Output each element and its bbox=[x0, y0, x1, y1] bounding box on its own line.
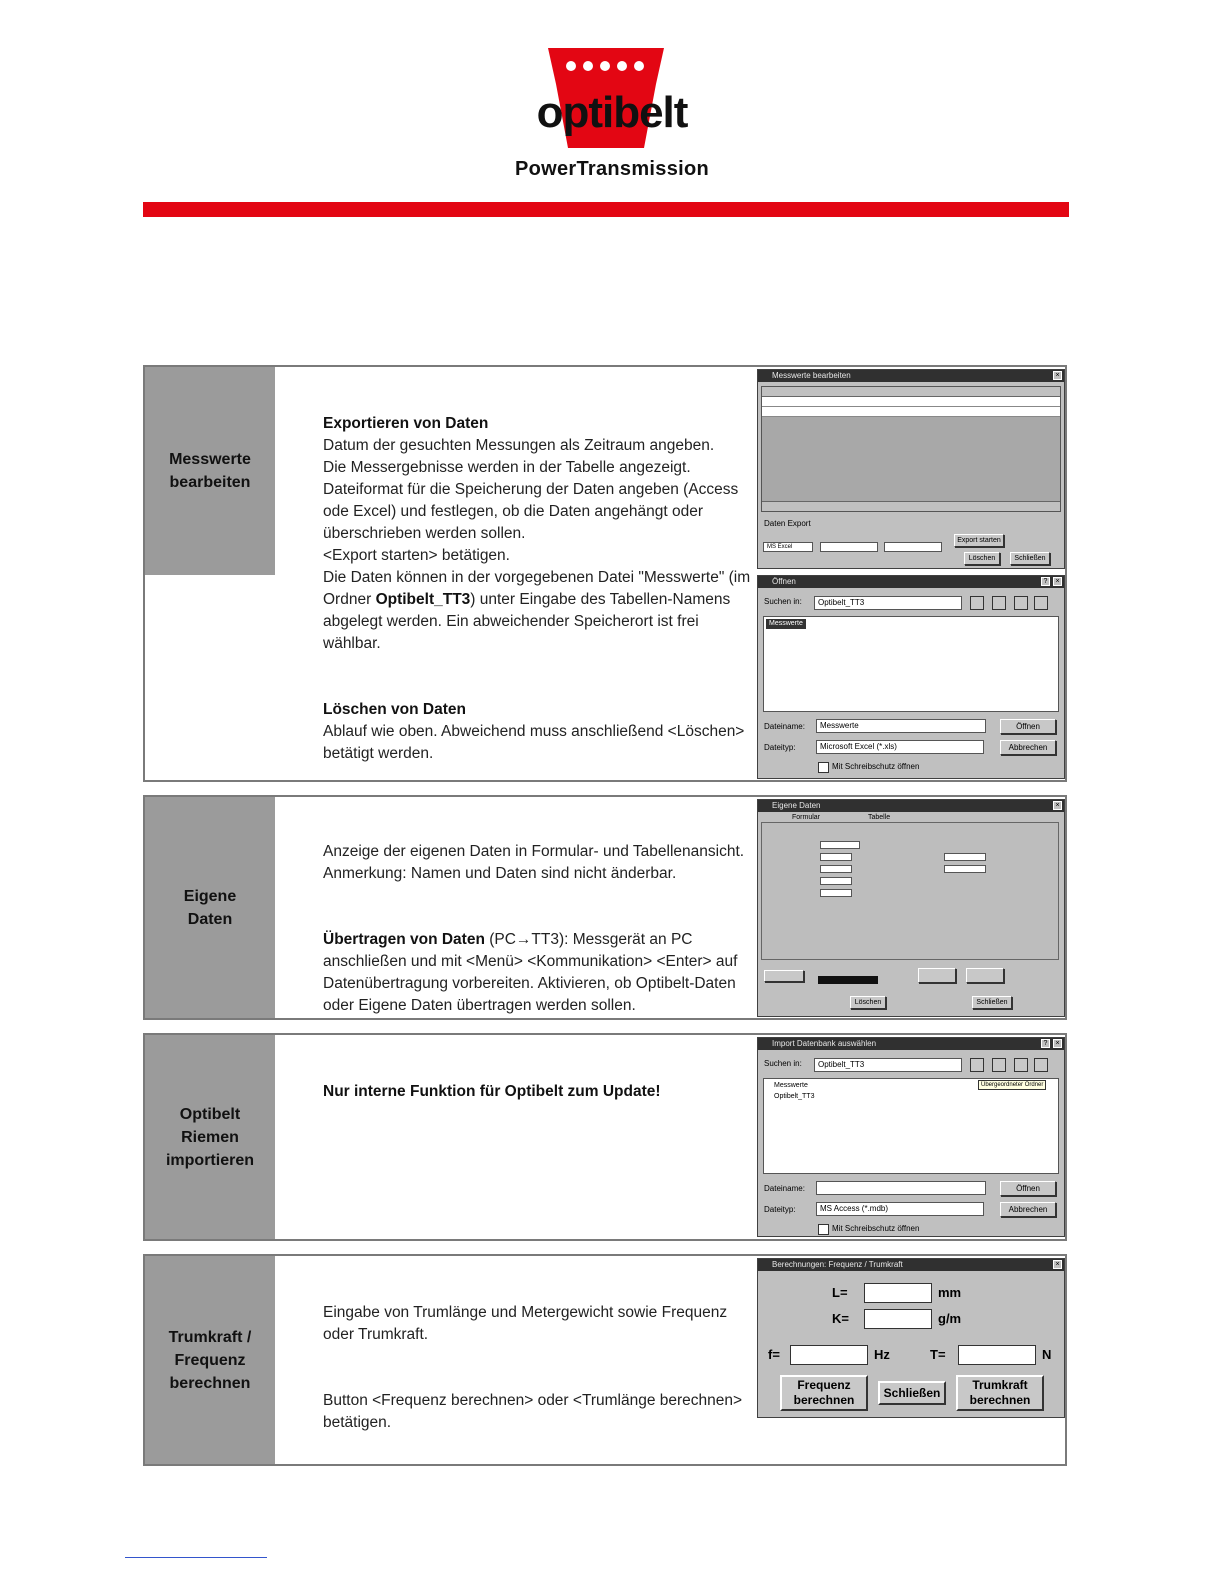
tab-tabelle[interactable]: Tabelle bbox=[868, 814, 891, 821]
open-button[interactable]: Öffnen bbox=[1000, 719, 1056, 734]
up-folder-icon[interactable] bbox=[970, 596, 984, 610]
section-text bbox=[323, 1059, 751, 1125]
heading: Nur interne Funktion für Optibelt zum Update! bbox=[323, 1083, 661, 1100]
logo-wordmark: optibelt bbox=[536, 88, 688, 137]
new-folder-icon[interactable] bbox=[992, 1058, 1006, 1072]
export-format-select[interactable]: MS Excel bbox=[763, 542, 813, 552]
open-button[interactable]: Öffnen bbox=[1000, 1181, 1056, 1196]
help-icon[interactable]: ? bbox=[1041, 577, 1050, 586]
details-view-icon[interactable] bbox=[1034, 596, 1048, 610]
transfer-button-1[interactable] bbox=[918, 968, 956, 983]
force-input[interactable] bbox=[958, 1345, 1036, 1365]
messwerte-window: Messwerte bearbeiten × Daten Export MS Excel Export starten Löschen Schließen bbox=[757, 369, 1065, 569]
look-in-select[interactable]: Optibelt_TT3 bbox=[814, 596, 962, 610]
up-folder-icon[interactable] bbox=[970, 1058, 984, 1072]
date-to-field[interactable] bbox=[884, 542, 942, 552]
section-label: Optibelt Riemen importieren bbox=[145, 1035, 275, 1239]
filetype-select[interactable]: Microsoft Excel (*.xls) bbox=[816, 740, 984, 754]
calc-frequency-button[interactable]: Frequenz berechnen bbox=[780, 1375, 868, 1411]
weight-input[interactable] bbox=[864, 1309, 932, 1329]
logo-tagline: PowerTransmission bbox=[514, 158, 710, 180]
section-label: Messwerte bearbeiten bbox=[145, 367, 275, 575]
tab-formular[interactable]: Formular bbox=[792, 814, 821, 821]
date-from-field[interactable] bbox=[820, 542, 878, 552]
heading: Exportieren von Daten bbox=[323, 415, 489, 432]
file-item[interactable]: Messwerte bbox=[766, 619, 806, 629]
list-view-icon[interactable] bbox=[1014, 596, 1028, 610]
section-text: Anzeige der eigenen Daten in Formular- und Tabellenansicht. Anmerkung: Namen und Daten sind nicht änderbar. Übertragen von Daten (PC→TT3): Messgerät an PC anschließen und mit <Menü> <Kommunikation> <Enter> auf Datenübertragung vorbereiten. Aktivieren, ob Optibelt-Daten oder Eigene Daten übertragen werden sollen. bbox=[323, 843, 745, 1014]
length-input[interactable] bbox=[864, 1283, 932, 1303]
file-item[interactable]: Optibelt_TT3 bbox=[774, 1093, 815, 1100]
file-item[interactable]: Messwerte bbox=[774, 1082, 808, 1089]
section-messwerte bbox=[143, 365, 1067, 782]
import-dialog: Import Datenbank auswählen × ? Suchen in: Optibelt_TT3 Messwerte Optibelt_TT3 Übergeordneter Ordner Dateiname: Dateityp: MS Access (*.mdb) Öffnen Abbrechen Mit Schreibschutz öffnen bbox=[757, 1037, 1065, 1237]
readonly-checkbox[interactable] bbox=[818, 762, 829, 773]
delete-button[interactable]: Löschen bbox=[850, 996, 886, 1009]
close-icon[interactable]: × bbox=[1053, 801, 1062, 810]
close-button[interactable]: Schließen bbox=[878, 1381, 946, 1405]
close-button[interactable]: Schließen bbox=[972, 996, 1012, 1009]
section-trumkraft bbox=[143, 1254, 1067, 1466]
eigene-daten-window: Eigene Daten × Formular Tabelle Löschen Schließen bbox=[757, 799, 1065, 1017]
calc-window: Berechnungen: Frequenz / Trumkraft × L= mm K= g/m f= Hz T= N Frequenz berechnen Schließen Trumkraft berechnen bbox=[757, 1258, 1065, 1418]
cancel-button[interactable]: Abbrechen bbox=[1000, 1202, 1056, 1217]
export-start-button[interactable]: Export starten bbox=[954, 534, 1004, 547]
section-label: Trumkraft / Frequenz berechnen bbox=[145, 1256, 275, 1464]
filename-input[interactable] bbox=[816, 1181, 986, 1195]
data-table bbox=[761, 386, 1061, 512]
section-riemen-importieren bbox=[143, 1033, 1067, 1241]
look-in-select[interactable]: Optibelt_TT3 bbox=[814, 1058, 962, 1072]
filename-input[interactable]: Messwerte bbox=[816, 719, 986, 733]
help-icon[interactable]: ? bbox=[1041, 1039, 1050, 1048]
tooltip: Übergeordneter Ordner bbox=[978, 1080, 1046, 1090]
close-button[interactable]: Schließen bbox=[1010, 552, 1050, 565]
close-icon[interactable]: × bbox=[1053, 1039, 1062, 1048]
delete-button[interactable]: Löschen bbox=[964, 552, 1000, 565]
list-view-icon[interactable] bbox=[1014, 1058, 1028, 1072]
cancel-button[interactable]: Abbrechen bbox=[1000, 740, 1056, 755]
readonly-checkbox[interactable] bbox=[818, 1224, 829, 1235]
logo bbox=[0, 40, 1224, 190]
progress-bar bbox=[818, 976, 878, 984]
open-dialog: Öffnen × ? Suchen in: Optibelt_TT3 Messwerte Dateiname: Messwerte Dateityp: Microsoft Excel (*.xls) Öffnen Abbrechen Mit Schreibschutz öffnen bbox=[757, 575, 1065, 779]
form-panel bbox=[761, 822, 1059, 960]
header-red-bar bbox=[143, 202, 1069, 217]
new-folder-icon[interactable] bbox=[992, 596, 1006, 610]
filetype-select[interactable]: MS Access (*.mdb) bbox=[816, 1202, 984, 1216]
frequency-input[interactable] bbox=[790, 1345, 868, 1365]
transfer-button-2[interactable] bbox=[966, 968, 1004, 983]
close-icon[interactable]: × bbox=[1053, 371, 1062, 380]
close-icon[interactable]: × bbox=[1053, 1260, 1062, 1269]
file-list bbox=[763, 616, 1059, 712]
section-text: Eingabe von Trumlänge und Metergewicht sowie Frequenz oder Trumkraft. Button <Frequenz berechnen> oder <Trumlänge berechnen> betätigen. bbox=[323, 1304, 743, 1431]
heading: Übertragen von Daten bbox=[323, 931, 485, 948]
file-list bbox=[763, 1078, 1059, 1174]
close-icon[interactable]: × bbox=[1053, 577, 1062, 586]
heading: Löschen von Daten bbox=[323, 701, 466, 718]
navigation-control[interactable] bbox=[764, 970, 804, 982]
calc-force-button[interactable]: Trumkraft berechnen bbox=[956, 1375, 1044, 1411]
footer-link-line bbox=[125, 1557, 267, 1558]
section-eigene-daten bbox=[143, 795, 1067, 1020]
section-label: Eigene Daten bbox=[145, 797, 275, 1018]
section-text: Exportieren von Daten Datum der gesuchten Messungen als Zeitraum angeben. Die Messergebnisse werden in der Tabelle angezeigt. Dateiformat für die Speicherung der Daten angeben (Access ode Excel) und festlegen, ob die Daten angehängt oder überschrieben werden sollen. <Export starten> betätigen. Die Daten können in der vorgegebenen Datei "Messwerte" (im Ordner Optibelt_TT3) unter Eingabe des Tabellen-Namens abgelegt werden. Ein abweichender Speicherort ist frei wählbar. Löschen von Daten Ablauf wie oben. Abweichend muss anschließend <Löschen> betätigt werden. bbox=[323, 415, 751, 762]
details-view-icon[interactable] bbox=[1034, 1058, 1048, 1072]
